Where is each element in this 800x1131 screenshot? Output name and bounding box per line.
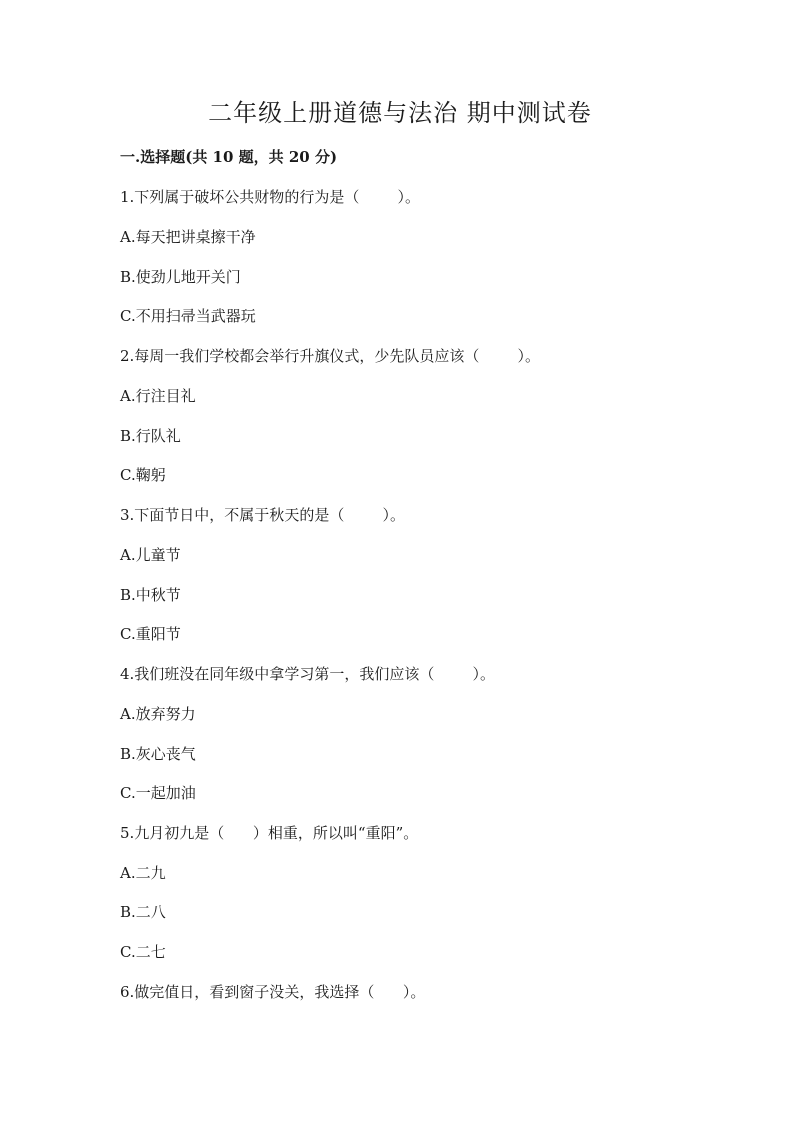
answer-option: C.二七	[120, 943, 166, 961]
answer-option: C.一起加油	[120, 784, 196, 802]
question-stem: 5.九月初九是（ ）相重，所以叫“重阳”。	[120, 824, 419, 842]
question-stem: 4.我们班没在同年级中拿学习第一，我们应该（ ）。	[120, 665, 495, 683]
answer-option: A.放弃努力	[120, 705, 196, 723]
answer-option: A.每天把讲桌擦干净	[120, 228, 256, 246]
answer-option: A.儿童节	[120, 546, 181, 564]
question-stem: 2.每周一我们学校都会举行升旗仪式，少先队员应该（ ）。	[120, 347, 540, 365]
answer-option: B.二八	[120, 903, 166, 921]
question-stem: 3.下面节日中，不属于秋天的是（ ）。	[120, 506, 405, 524]
answer-option: A.行注目礼	[120, 387, 196, 405]
answer-option: B.行队礼	[120, 427, 181, 445]
question-stem: 1.下列属于破坏公共财物的行为是（ ）。	[120, 188, 420, 206]
answer-option: A.二九	[120, 864, 166, 882]
page-title: 二年级上册道德与法治 期中测试卷	[208, 99, 592, 127]
answer-option: B.使劲儿地开关门	[120, 268, 241, 286]
answer-option: B.灰心丧气	[120, 745, 196, 763]
answer-option: C.鞠躬	[120, 466, 166, 484]
question-stem: 6.做完值日，看到窗子没关，我选择（ ）。	[120, 983, 426, 1001]
answer-option: B.中秋节	[120, 586, 181, 604]
answer-option: C.不用扫帚当武器玩	[120, 307, 256, 325]
section-heading: 一.选择题(共 10 题，共 20 分)	[120, 148, 338, 166]
answer-option: C.重阳节	[120, 625, 181, 643]
